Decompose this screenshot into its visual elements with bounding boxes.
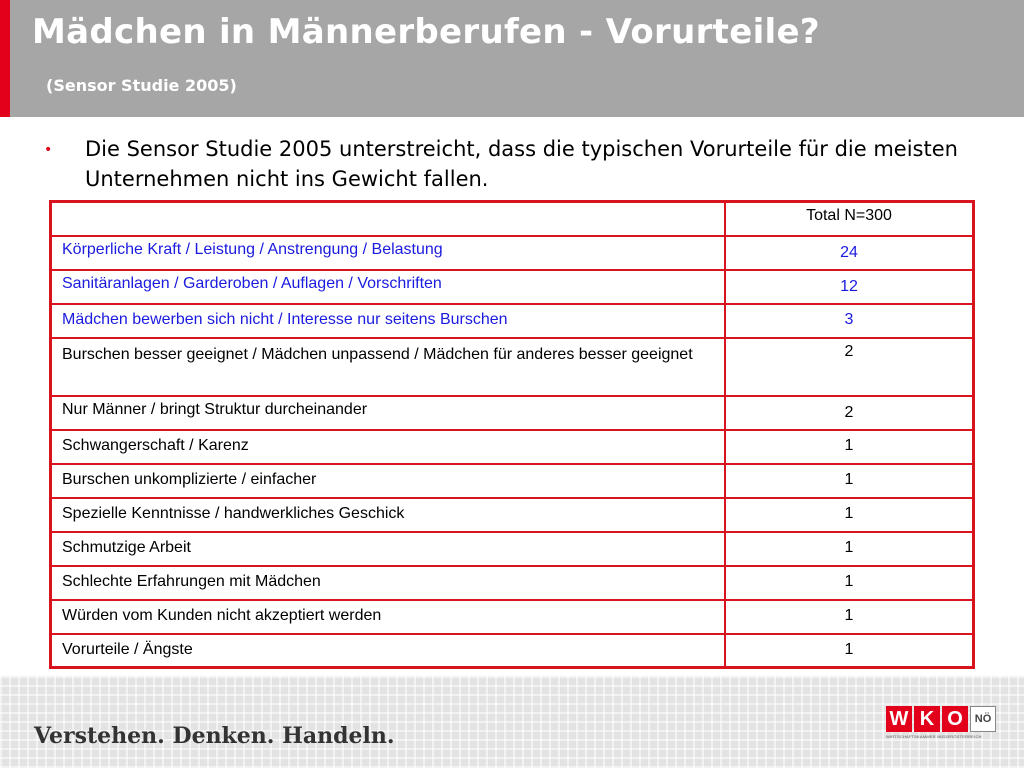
row-label: Schlechte Erfahrungen mit Mädchen xyxy=(51,566,726,600)
row-label: Nur Männer / bringt Struktur durcheinander xyxy=(51,396,726,430)
table-row xyxy=(51,304,974,338)
row-value: 1 xyxy=(725,634,974,668)
table-row xyxy=(51,566,974,600)
table-header-total: Total N=300 xyxy=(725,202,974,236)
row-value: 1 xyxy=(725,566,974,600)
bullet-icon: • xyxy=(44,142,53,158)
slide-subtitle: (Sensor Studie 2005) xyxy=(46,76,237,95)
footer-slogan: Verstehen. Denken. Handeln. xyxy=(34,723,395,749)
row-value: 2 xyxy=(725,396,974,430)
row-label: Schmutzige Arbeit xyxy=(51,532,726,566)
row-label: Schwangerschaft / Karenz xyxy=(51,430,726,464)
table-row xyxy=(51,430,974,464)
bullet-text: Die Sensor Studie 2005 unterstreicht, dass die typischen Vorurteile für die meisten Unternehmen nicht ins Gewicht fallen. xyxy=(85,137,958,191)
row-label: Burschen besser geeignet / Mädchen unpassend / Mädchen für anderes besser geeignet xyxy=(51,338,726,396)
row-label: Vorurteile / Ängste xyxy=(51,634,726,668)
logo-letter: K xyxy=(914,706,940,732)
table-row xyxy=(51,236,974,270)
accent-strip xyxy=(0,0,10,117)
row-value: 3 xyxy=(725,304,974,338)
row-value: 1 xyxy=(725,430,974,464)
title-bar xyxy=(0,0,1024,117)
row-label: Spezielle Kenntnisse / handwerkliches Geschick xyxy=(51,498,726,532)
row-value: 1 xyxy=(725,532,974,566)
table-header-row xyxy=(51,202,974,236)
row-value: 24 xyxy=(725,236,974,270)
slide-title: Mädchen in Männerberufen - Vorurteile? xyxy=(32,12,820,52)
table-row xyxy=(51,532,974,566)
row-label: Burschen unkomplizierte / einfacher xyxy=(51,464,726,498)
row-value: 1 xyxy=(725,498,974,532)
row-label: Mädchen bewerben sich nicht / Interesse nur seitens Burschen xyxy=(51,304,726,338)
row-label: Körperliche Kraft / Leistung / Anstrengung / Belastung xyxy=(51,236,726,270)
table-row xyxy=(51,338,974,396)
table-row xyxy=(51,634,974,668)
wko-logo xyxy=(886,706,998,746)
row-value: 2 xyxy=(725,338,974,396)
logo-letters xyxy=(886,706,998,732)
table-row xyxy=(51,464,974,498)
row-value: 1 xyxy=(725,600,974,634)
logo-tagline: WIRTSCHAFTSKAMMER NIEDERÖSTERREICH xyxy=(886,734,982,739)
logo-letter: W xyxy=(886,706,912,732)
footer-bar xyxy=(0,676,1024,768)
results-table xyxy=(49,200,975,669)
logo-region: NÖ xyxy=(970,706,996,732)
bullet-point xyxy=(44,134,974,194)
row-value: 12 xyxy=(725,270,974,304)
table-row xyxy=(51,498,974,532)
table-row xyxy=(51,396,974,430)
row-value: 1 xyxy=(725,464,974,498)
table-header-label xyxy=(51,202,726,236)
row-label: Würden vom Kunden nicht akzeptiert werden xyxy=(51,600,726,634)
logo-letter: O xyxy=(942,706,968,732)
table-row xyxy=(51,270,974,304)
table-row xyxy=(51,600,974,634)
row-label: Sanitäranlagen / Garderoben / Auflagen / Vorschriften xyxy=(51,270,726,304)
